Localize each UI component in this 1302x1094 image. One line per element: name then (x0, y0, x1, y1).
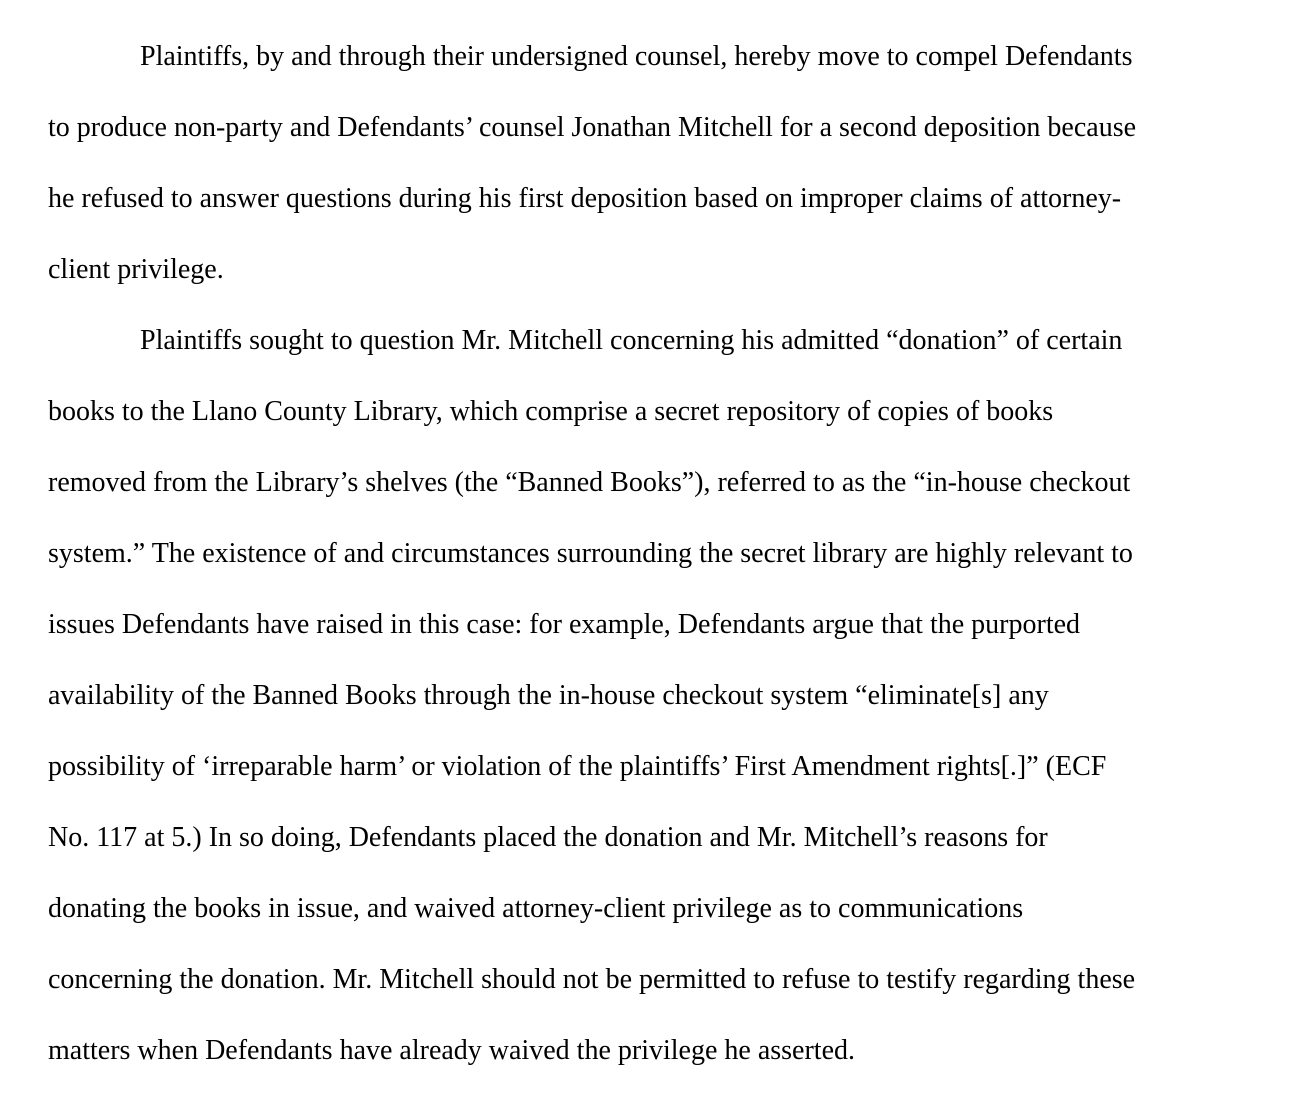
paragraph-line: No. 117 at 5.) In so doing, Defendants placed the donation and Mr. Mitchell’s reasons for (48, 822, 1048, 853)
paragraph-line: Plaintiffs sought to question Mr. Mitchell concerning his admitted “donation” of certain (140, 325, 1123, 356)
paragraph-line: possibility of ‘irreparable harm’ or violation of the plaintiffs’ First Amendment rights[.]” (ECF (48, 751, 1107, 782)
paragraph-line: system.” The existence of and circumstances surrounding the secret library are highly relevant to (48, 538, 1133, 569)
paragraph-line: he refused to answer questions during his first deposition based on improper claims of attorney- (48, 183, 1122, 214)
paragraph-line: removed from the Library’s shelves (the “Banned Books”), referred to as the “in-house checkout (48, 467, 1131, 498)
paragraph-line: matters when Defendants have already waived the privilege he asserted. (48, 1035, 855, 1066)
paragraph-line: to produce non-party and Defendants’ counsel Jonathan Mitchell for a second deposition because (48, 112, 1137, 143)
paragraph-line: availability of the Banned Books through the in-house checkout system “eliminate[s] any (48, 680, 1049, 711)
paragraph-line: donating the books in issue, and waived attorney-client privilege as to communications (48, 893, 1024, 924)
paragraph-line: concerning the donation. Mr. Mitchell should not be permitted to refuse to testify regarding these (48, 964, 1136, 995)
paragraph-line: books to the Llano County Library, which comprise a secret repository of copies of books (48, 396, 1054, 427)
paragraph-line: issues Defendants have raised in this case: for example, Defendants argue that the purported (48, 609, 1081, 640)
paragraph-line: Plaintiffs, by and through their undersigned counsel, hereby move to compel Defendants (140, 41, 1133, 72)
paragraph-line: client privilege. (48, 254, 224, 285)
